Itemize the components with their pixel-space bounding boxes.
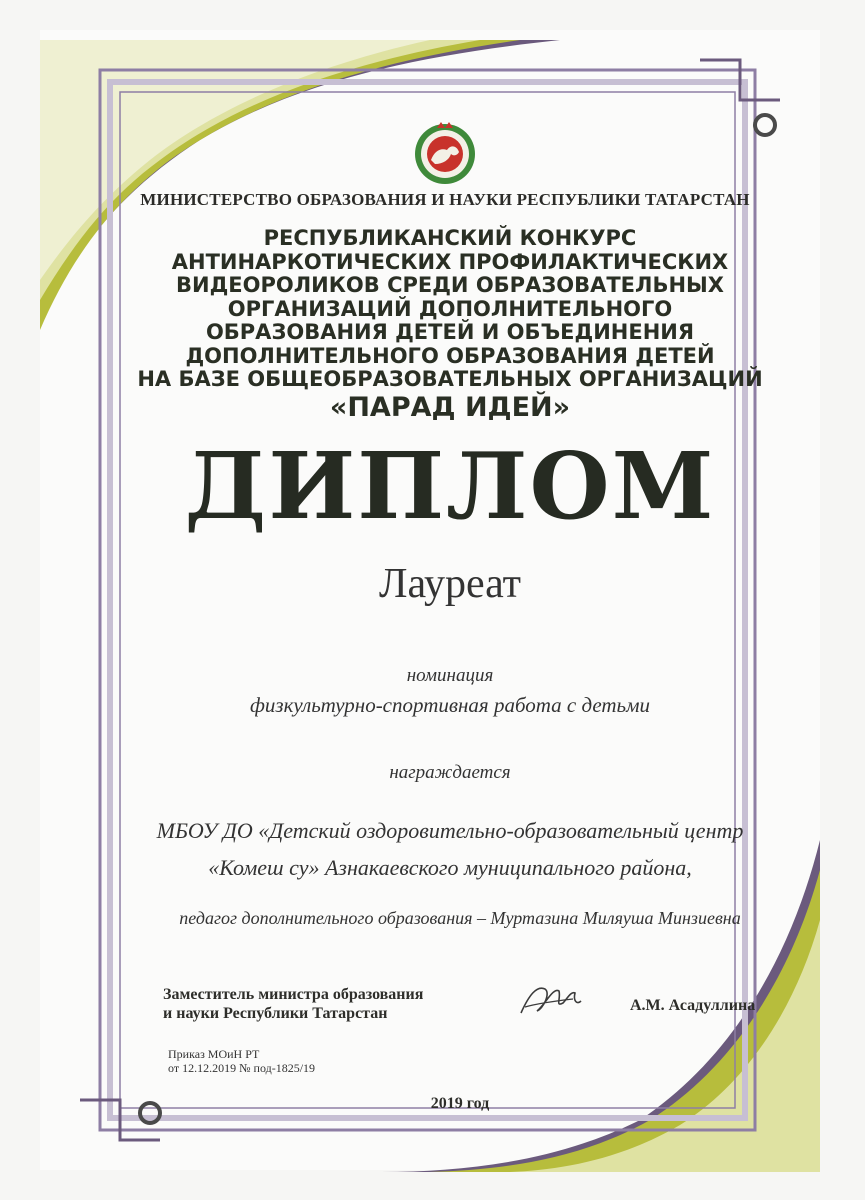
tatarstan-emblem-icon <box>413 120 477 186</box>
awarded-label: награждается <box>389 762 511 783</box>
contest-title-line: ОБРАЗОВАНИЯ ДЕТЕЙ И ОБЪЕДИНЕНИЯ <box>205 320 695 344</box>
document-title: ДИПЛОМ <box>184 432 716 540</box>
organization-line: «Комеш су» Азнакаевского муниципального района, <box>208 855 692 880</box>
order-line: от 12.12.2019 № под-1825/19 <box>168 1061 316 1075</box>
year: 2019 год <box>430 1095 490 1112</box>
teacher-name: педагог дополнительного образования – Муртазина Миляуша Минзиевна <box>179 908 741 928</box>
handwritten-signature <box>515 975 585 1025</box>
contest-title <box>120 227 780 392</box>
bottom-right-light-swoosh <box>510 920 820 1172</box>
contest-title-line: ОРГАНИЗАЦИЙ ДОПОЛНИТЕЛЬНОГО <box>227 296 673 321</box>
order-line: Приказ МОиН РТ <box>168 1047 260 1061</box>
signatory-title <box>163 985 483 1023</box>
contest-title-line: НА БАЗЕ ОБЩЕОБРАЗОВАТЕЛЬНЫХ ОРГАНИЗАЦИЙ <box>137 367 763 391</box>
signatory-title-line: Заместитель министра образования <box>163 986 424 1003</box>
nomination-value: физкультурно-спортивная работа с детьми <box>249 693 651 717</box>
corner-ring-icon <box>755 115 775 135</box>
ministry-name: МИНИСТЕРСТВО ОБРАЗОВАНИЯ И НАУКИ РЕСПУБЛИКИ ТАТАРСТАН <box>140 190 750 209</box>
contest-name: «ПАРАД ИДЕЙ» <box>329 392 571 423</box>
order-reference <box>168 1047 315 1075</box>
contest-title-line: АНТИНАРКОТИЧЕСКИХ ПРОФИЛАКТИЧЕСКИХ <box>171 249 729 274</box>
award-title: Лауреат <box>378 561 522 607</box>
nomination-label: номинация <box>406 665 494 686</box>
signatory-title-line: и науки Республики Татарстан <box>163 1005 388 1022</box>
signatory-name: А.М. Асадуллина <box>630 997 756 1014</box>
contest-title-line: РЕСПУБЛИКАНСКИЙ КОНКУРС <box>263 226 637 250</box>
contest-title-line: ДОПОЛНИТЕЛЬНОГО ОБРАЗОВАНИЯ ДЕТЕЙ <box>185 343 715 368</box>
organization-line: МБОУ ДО «Детский оздоровительно-образовательный центр <box>156 818 744 843</box>
contest-title-line: ВИДЕОРОЛИКОВ СРЕДИ ОБРАЗОВАТЕЛЬНЫХ <box>176 273 724 297</box>
